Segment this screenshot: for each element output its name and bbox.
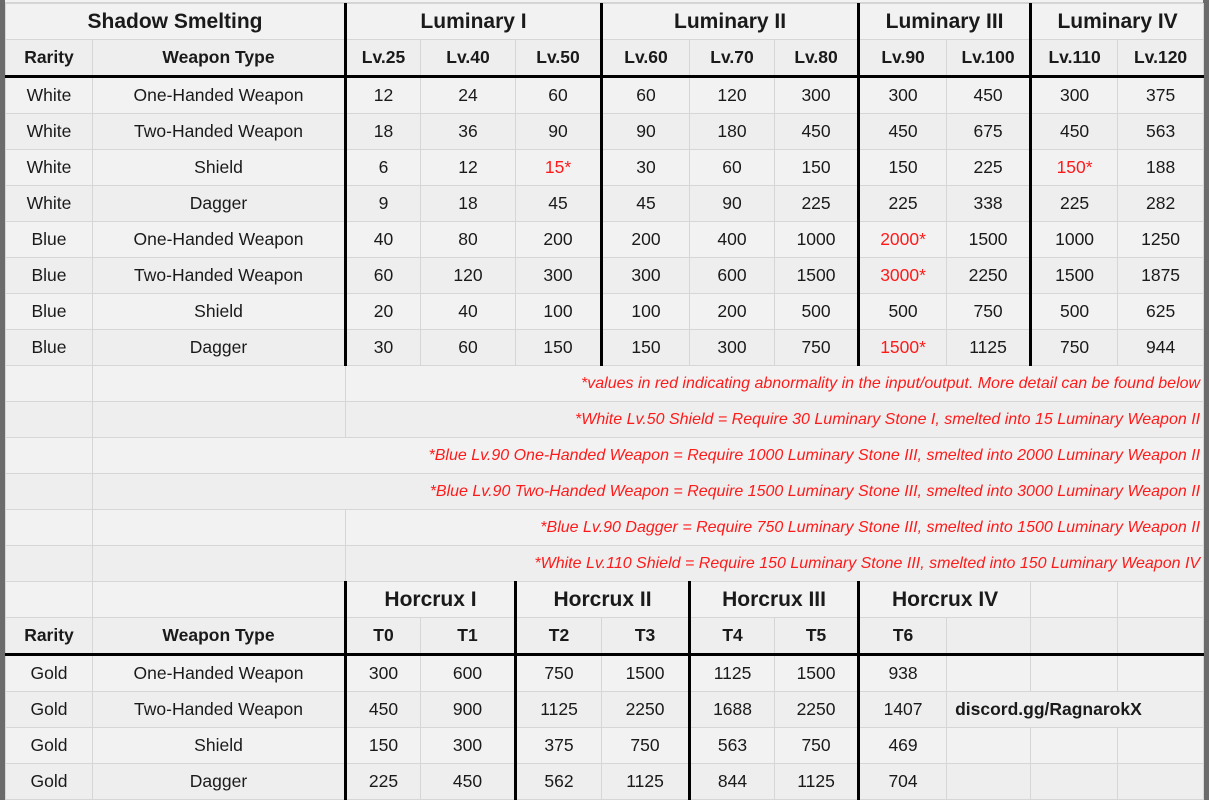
- cell-value[interactable]: 300: [516, 258, 602, 294]
- cell-value[interactable]: 750: [947, 294, 1031, 330]
- cell-value[interactable]: 2250: [775, 692, 859, 728]
- cell-value[interactable]: 40: [346, 222, 421, 258]
- cell-value[interactable]: 1125: [516, 692, 602, 728]
- note-row: [6, 510, 1204, 546]
- cell-value[interactable]: 1500: [1031, 258, 1118, 294]
- cell-value[interactable]: 282: [1118, 186, 1204, 222]
- cell-weapon-type[interactable]: Two-Handed Weapon: [93, 114, 346, 150]
- cell-value[interactable]: 1000: [1031, 222, 1118, 258]
- cell-rarity[interactable]: Gold: [6, 692, 93, 728]
- cell-value[interactable]: 944: [1118, 330, 1204, 366]
- column-header-level[interactable]: Lv.110: [1031, 40, 1118, 77]
- cell-weapon-type[interactable]: One-Handed Weapon: [93, 222, 346, 258]
- column-header-tier[interactable]: T2: [516, 618, 602, 655]
- group-header-luminary-1[interactable]: Luminary I: [346, 4, 602, 40]
- cell-value[interactable]: 2250: [947, 258, 1031, 294]
- cell-value-abnormal[interactable]: 1500*: [859, 330, 947, 366]
- empty-cell[interactable]: [93, 546, 346, 582]
- cell-value[interactable]: 60: [421, 330, 516, 366]
- cell-weapon-type[interactable]: Dagger: [93, 186, 346, 222]
- cell-value[interactable]: 375: [516, 728, 602, 764]
- group-header-horcrux-1[interactable]: Horcrux I: [346, 582, 516, 618]
- cell-value[interactable]: 45: [516, 186, 602, 222]
- group-header-horcrux-2[interactable]: Horcrux II: [516, 582, 690, 618]
- empty-cell[interactable]: [947, 618, 1031, 655]
- cell-value[interactable]: 150: [859, 150, 947, 186]
- cell-value[interactable]: 563: [1118, 114, 1204, 150]
- note-row: [6, 402, 1204, 438]
- cell-value[interactable]: 24: [421, 77, 516, 114]
- column-header-level[interactable]: Lv.120: [1118, 40, 1204, 77]
- cell-value[interactable]: 750: [775, 728, 859, 764]
- cell-value[interactable]: 450: [1031, 114, 1118, 150]
- cell-value[interactable]: 300: [775, 77, 859, 114]
- cell-value[interactable]: 225: [346, 764, 421, 800]
- cell-value[interactable]: 675: [947, 114, 1031, 150]
- cell-value[interactable]: 300: [690, 330, 775, 366]
- cell-value[interactable]: 60: [602, 77, 690, 114]
- cell-value[interactable]: 30: [602, 150, 690, 186]
- cell-value[interactable]: 450: [947, 77, 1031, 114]
- cell-value[interactable]: 80: [421, 222, 516, 258]
- cell-value[interactable]: 188: [1118, 150, 1204, 186]
- empty-cell[interactable]: [6, 438, 93, 474]
- cell-value[interactable]: 375: [1118, 77, 1204, 114]
- table-row: [6, 330, 1204, 366]
- cell-value-abnormal[interactable]: 150*: [1031, 150, 1118, 186]
- cell-rarity[interactable]: Gold: [6, 728, 93, 764]
- note-row: [6, 438, 1204, 474]
- column-header-level[interactable]: Lv.60: [602, 40, 690, 77]
- cell-value[interactable]: 500: [1031, 294, 1118, 330]
- column-header-rarity[interactable]: Rarity: [6, 40, 93, 77]
- cell-rarity[interactable]: Blue: [6, 330, 93, 366]
- cell-weapon-type[interactable]: Shield: [93, 294, 346, 330]
- group-header-luminary-2[interactable]: Luminary II: [602, 4, 859, 40]
- note-text[interactable]: *Blue Lv.90 Dagger = Require 750 Luminary Stone III, smelted into 1500 Luminary Weapon II: [346, 510, 1204, 546]
- empty-cell[interactable]: [1118, 618, 1204, 655]
- empty-cell[interactable]: [6, 582, 93, 618]
- empty-cell[interactable]: [6, 366, 93, 402]
- cell-value-abnormal[interactable]: 15*: [516, 150, 602, 186]
- note-row: [6, 366, 1204, 402]
- table-row: [6, 150, 1204, 186]
- cell-value[interactable]: 338: [947, 186, 1031, 222]
- column-header-tier[interactable]: T5: [775, 618, 859, 655]
- cell-value[interactable]: 450: [775, 114, 859, 150]
- note-row: [6, 546, 1204, 582]
- empty-cell[interactable]: [1118, 582, 1204, 618]
- empty-cell[interactable]: [1031, 764, 1118, 800]
- column-header-tier[interactable]: T3: [602, 618, 690, 655]
- table-row: [6, 114, 1204, 150]
- cell-value[interactable]: 20: [346, 294, 421, 330]
- cell-value[interactable]: 1250: [1118, 222, 1204, 258]
- column-header-level[interactable]: Lv.25: [346, 40, 421, 77]
- cell-rarity[interactable]: Gold: [6, 764, 93, 800]
- cell-value[interactable]: 1125: [775, 764, 859, 800]
- column-header-tier[interactable]: T4: [690, 618, 775, 655]
- cell-value[interactable]: 120: [690, 77, 775, 114]
- cell-value[interactable]: 200: [516, 222, 602, 258]
- cell-value[interactable]: 300: [602, 258, 690, 294]
- cell-value[interactable]: 150: [775, 150, 859, 186]
- cell-value[interactable]: 6: [346, 150, 421, 186]
- cell-value[interactable]: 400: [690, 222, 775, 258]
- cell-value[interactable]: 750: [1031, 330, 1118, 366]
- cell-value[interactable]: 750: [602, 728, 690, 764]
- cell-value[interactable]: 300: [1031, 77, 1118, 114]
- cell-value[interactable]: 60: [690, 150, 775, 186]
- table-row: [6, 655, 1204, 692]
- cell-value[interactable]: 90: [516, 114, 602, 150]
- note-row: [6, 474, 1204, 510]
- cell-value[interactable]: 600: [690, 258, 775, 294]
- cell-rarity[interactable]: Blue: [6, 294, 93, 330]
- empty-cell[interactable]: [1031, 655, 1118, 692]
- section-title[interactable]: Shadow Smelting: [6, 4, 346, 40]
- cell-value[interactable]: 9: [346, 186, 421, 222]
- cell-value[interactable]: 30: [346, 330, 421, 366]
- column-header-weapon-type[interactable]: Weapon Type: [93, 618, 346, 655]
- empty-cell[interactable]: [947, 764, 1031, 800]
- cell-weapon-type[interactable]: One-Handed Weapon: [93, 655, 346, 692]
- note-text[interactable]: *Blue Lv.90 Two-Handed Weapon = Require 1500 Luminary Stone III, smelted into 3000 Luminary Weapon II: [93, 474, 1204, 510]
- cell-value[interactable]: 1500: [947, 222, 1031, 258]
- cell-value[interactable]: 18: [421, 186, 516, 222]
- column-header-level[interactable]: Lv.40: [421, 40, 516, 77]
- table-row: [6, 222, 1204, 258]
- column-header-level[interactable]: Lv.100: [947, 40, 1031, 77]
- empty-cell[interactable]: [947, 655, 1031, 692]
- cell-rarity[interactable]: White: [6, 150, 93, 186]
- cell-value[interactable]: 225: [775, 186, 859, 222]
- cell-rarity[interactable]: White: [6, 77, 93, 114]
- cell-rarity[interactable]: White: [6, 186, 93, 222]
- cell-weapon-type[interactable]: Dagger: [93, 330, 346, 366]
- empty-cell[interactable]: [1118, 764, 1204, 800]
- cell-value[interactable]: 225: [947, 150, 1031, 186]
- cell-value[interactable]: 938: [859, 655, 947, 692]
- column-header-tier[interactable]: T0: [346, 618, 421, 655]
- table-row: [6, 692, 1204, 728]
- cell-weapon-type[interactable]: Dagger: [93, 764, 346, 800]
- empty-cell[interactable]: [6, 402, 93, 438]
- note-text[interactable]: *values in red indicating abnormality in the input/output. More detail can be found below: [346, 366, 1204, 402]
- cell-weapon-type[interactable]: Shield: [93, 150, 346, 186]
- column-header-level[interactable]: Lv.90: [859, 40, 947, 77]
- group-header-luminary-3[interactable]: Luminary III: [859, 4, 1031, 40]
- table-row: [6, 258, 1204, 294]
- table-row: [6, 186, 1204, 222]
- cell-value[interactable]: 844: [690, 764, 775, 800]
- column-header-weapon-type[interactable]: Weapon Type: [93, 40, 346, 77]
- smelting-table: [5, 3, 1204, 800]
- cell-value[interactable]: 1125: [602, 764, 690, 800]
- cell-value[interactable]: 1500: [602, 655, 690, 692]
- cell-value[interactable]: 300: [859, 77, 947, 114]
- cell-value[interactable]: 450: [859, 114, 947, 150]
- cell-value[interactable]: 12: [421, 150, 516, 186]
- cell-value[interactable]: 225: [859, 186, 947, 222]
- cell-value[interactable]: 469: [859, 728, 947, 764]
- cell-value[interactable]: 200: [602, 222, 690, 258]
- cell-value[interactable]: 12: [346, 77, 421, 114]
- table-row: [6, 764, 1204, 800]
- note-text[interactable]: *White Lv.110 Shield = Require 150 Luminary Stone III, smelted into 150 Luminary Weapon IV: [346, 546, 1204, 582]
- cell-value[interactable]: 500: [775, 294, 859, 330]
- cell-rarity[interactable]: Blue: [6, 258, 93, 294]
- empty-cell[interactable]: [1031, 618, 1118, 655]
- cell-value[interactable]: 180: [690, 114, 775, 150]
- discord-link[interactable]: discord.gg/RagnarokX: [947, 692, 1204, 728]
- cell-value[interactable]: 150: [602, 330, 690, 366]
- cell-value[interactable]: 36: [421, 114, 516, 150]
- table-row: [6, 77, 1204, 114]
- empty-cell[interactable]: [1118, 655, 1204, 692]
- empty-cell[interactable]: [93, 402, 346, 438]
- empty-cell[interactable]: [6, 474, 93, 510]
- cell-weapon-type[interactable]: One-Handed Weapon: [93, 77, 346, 114]
- cell-value[interactable]: 1688: [690, 692, 775, 728]
- cell-value[interactable]: 1875: [1118, 258, 1204, 294]
- cell-value[interactable]: 90: [602, 114, 690, 150]
- cell-value[interactable]: 1125: [690, 655, 775, 692]
- empty-cell[interactable]: [6, 510, 93, 546]
- cell-value[interactable]: 40: [421, 294, 516, 330]
- header-row-groups: [6, 582, 1204, 618]
- cell-rarity[interactable]: Gold: [6, 655, 93, 692]
- cell-value[interactable]: 1500: [775, 258, 859, 294]
- header-row-columns: [6, 618, 1204, 655]
- cell-value[interactable]: 300: [421, 728, 516, 764]
- note-text[interactable]: *White Lv.50 Shield = Require 30 Luminary Stone I, smelted into 15 Luminary Weapon II: [346, 402, 1204, 438]
- cell-value[interactable]: 225: [1031, 186, 1118, 222]
- cell-value[interactable]: 450: [346, 692, 421, 728]
- empty-cell[interactable]: [1118, 728, 1204, 764]
- cell-value-abnormal[interactable]: 2000*: [859, 222, 947, 258]
- cell-weapon-type[interactable]: Two-Handed Weapon: [93, 258, 346, 294]
- cell-value[interactable]: 450: [421, 764, 516, 800]
- cell-value[interactable]: 200: [690, 294, 775, 330]
- column-header-level[interactable]: Lv.80: [775, 40, 859, 77]
- cell-value[interactable]: 18: [346, 114, 421, 150]
- empty-cell[interactable]: [93, 510, 346, 546]
- cell-weapon-type[interactable]: Shield: [93, 728, 346, 764]
- group-header-luminary-4[interactable]: Luminary IV: [1031, 4, 1204, 40]
- cell-value[interactable]: 60: [516, 77, 602, 114]
- cell-weapon-type[interactable]: Two-Handed Weapon: [93, 692, 346, 728]
- empty-cell[interactable]: [1031, 582, 1118, 618]
- cell-value[interactable]: 60: [346, 258, 421, 294]
- cell-value[interactable]: 45: [602, 186, 690, 222]
- spreadsheet: [5, 3, 1203, 800]
- cell-value[interactable]: 750: [775, 330, 859, 366]
- empty-cell[interactable]: [947, 728, 1031, 764]
- cell-value[interactable]: 750: [516, 655, 602, 692]
- cell-value[interactable]: 150: [346, 728, 421, 764]
- cell-value[interactable]: 704: [859, 764, 947, 800]
- cell-value[interactable]: 600: [421, 655, 516, 692]
- cell-value[interactable]: 500: [859, 294, 947, 330]
- empty-cell[interactable]: [6, 546, 93, 582]
- header-row-groups: [6, 4, 1204, 40]
- table-row: [6, 294, 1204, 330]
- cell-value[interactable]: 1407: [859, 692, 947, 728]
- column-header-tier[interactable]: T6: [859, 618, 947, 655]
- cell-value[interactable]: 562: [516, 764, 602, 800]
- cell-value[interactable]: 90: [690, 186, 775, 222]
- cell-rarity[interactable]: White: [6, 114, 93, 150]
- cell-value[interactable]: 300: [346, 655, 421, 692]
- cell-value[interactable]: 120: [421, 258, 516, 294]
- group-header-horcrux-3[interactable]: Horcrux III: [690, 582, 859, 618]
- cell-rarity[interactable]: Blue: [6, 222, 93, 258]
- column-header-rarity[interactable]: Rarity: [6, 618, 93, 655]
- empty-cell[interactable]: [93, 366, 346, 402]
- column-header-tier[interactable]: T1: [421, 618, 516, 655]
- note-text[interactable]: *Blue Lv.90 One-Handed Weapon = Require 1000 Luminary Stone III, smelted into 2000 Luminary Weapon II: [93, 438, 1204, 474]
- cell-value[interactable]: 563: [690, 728, 775, 764]
- cell-value[interactable]: 100: [516, 294, 602, 330]
- column-header-level[interactable]: Lv.50: [516, 40, 602, 77]
- cell-value[interactable]: 100: [602, 294, 690, 330]
- cell-value-abnormal[interactable]: 3000*: [859, 258, 947, 294]
- header-row-columns: [6, 40, 1204, 77]
- cell-value[interactable]: 625: [1118, 294, 1204, 330]
- empty-cell[interactable]: [1031, 728, 1118, 764]
- column-header-level[interactable]: Lv.70: [690, 40, 775, 77]
- table-row: [6, 728, 1204, 764]
- cell-value[interactable]: 1000: [775, 222, 859, 258]
- cell-value[interactable]: 1125: [947, 330, 1031, 366]
- cell-value[interactable]: 900: [421, 692, 516, 728]
- group-header-horcrux-4[interactable]: Horcrux IV: [859, 582, 1031, 618]
- cell-value[interactable]: 1500: [775, 655, 859, 692]
- empty-cell[interactable]: [93, 582, 346, 618]
- cell-value[interactable]: 2250: [602, 692, 690, 728]
- cell-value[interactable]: 150: [516, 330, 602, 366]
